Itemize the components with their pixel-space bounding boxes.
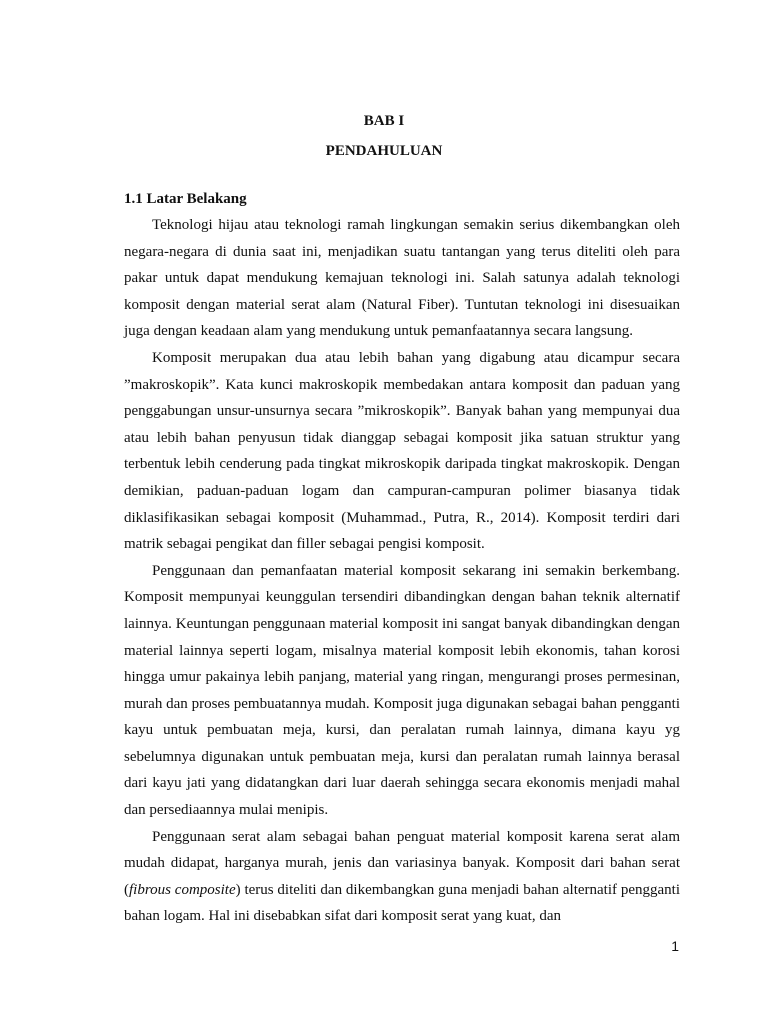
- paragraph-2: Komposit merupakan dua atau lebih bahan yang digabung atau dicampur secara ”makroskopik”. Kata kunci makroskopik membedakan antara komposit dan paduan yang penggabungan unsur-unsurnya secara ”mikroskopik”. Banyak bahan yang mempunyai dua atau lebih bahan penyusun tidak dianggap sebagai komposit jika satuan struktur yang terbentuk lebih cenderung pada tingkat mikroskopik daripada tingkat makroskopik. Dengan demikian, paduan-paduan logam dan campuran-campuran polimer biasanya tidak diklasifikasikan sebagai komposit (Muhammad., Putra, R., 2014). Komposit terdiri dari matrik sebagai pengikat dan filler sebagai pengisi komposit.: [124, 349, 680, 553]
- section-title: 1.1 Latar Belakang: [124, 191, 247, 207]
- paragraph-4: [124, 824, 680, 930]
- chapter-number: BAB I: [363, 113, 405, 129]
- page-number: 1: [671, 938, 679, 954]
- paragraph-4-italic: fibrous composite: [129, 881, 236, 898]
- paragraph-1: Teknologi hijau atau teknologi ramah lingkungan semakin serius dikembangkan oleh negara-negara di dunia saat ini, menjadikan suatu tantangan yang terus diteliti oleh para pakar untuk dapat mendukung kemajuan teknologi ini. Salah satunya adalah teknologi komposit dengan material serat alam (Natural Fiber). Tuntutan teknologi ini disesuaikan juga dengan keadaan alam yang mendukung untuk pemanfaatannya secara langsung.: [124, 217, 680, 340]
- chapter-heading: [0, 106, 768, 166]
- paragraph-4-before: Penggunaan serat alam sebagai bahan penguat material komposit karena serat alam mudah didapat, harganya murah, jenis dan variasinya banyak. Komposit dari bahan serat (: [124, 828, 680, 898]
- paragraph-3: Penggunaan dan pemanfaatan material komposit sekarang ini semakin berkembang. Komposit mempunyai keunggulan tersendiri dibandingkan dengan bahan teknik alternatif lainnya. Keuntungan penggunaan material komposit ini sangat banyak dibandingkan dengan material lainnya seperti logam, misalnya material komposit lebih ekonomis, tahan korosi hingga umur pakainya lebih panjang, material yang ringan, mengurangi proses permesinan, murah dan proses pembuatannya mudah. Komposit juga digunakan sebagai bahan pengganti kayu untuk pembuatan meja, kursi, dan peralatan rumah lainnya, dimana kayu yg sebelumnya digunakan untuk pembuatan meja, kursi dan peralatan rumah lainnya berasal dari kayu jati yang didatangkan dari luar daerah sehingga secara ekonomis menjadi mahal dan persediaannya mulai menipis.: [124, 562, 680, 819]
- paragraph-4-after: ) terus diteliti dan dikembangkan guna menjadi bahan alternatif pengganti bahan logam. Hal ini disebabkan sifat dari komposit serat yang kuat, dan: [124, 881, 680, 925]
- chapter-title: PENDAHULUAN: [325, 143, 443, 159]
- body-text: [124, 212, 680, 930]
